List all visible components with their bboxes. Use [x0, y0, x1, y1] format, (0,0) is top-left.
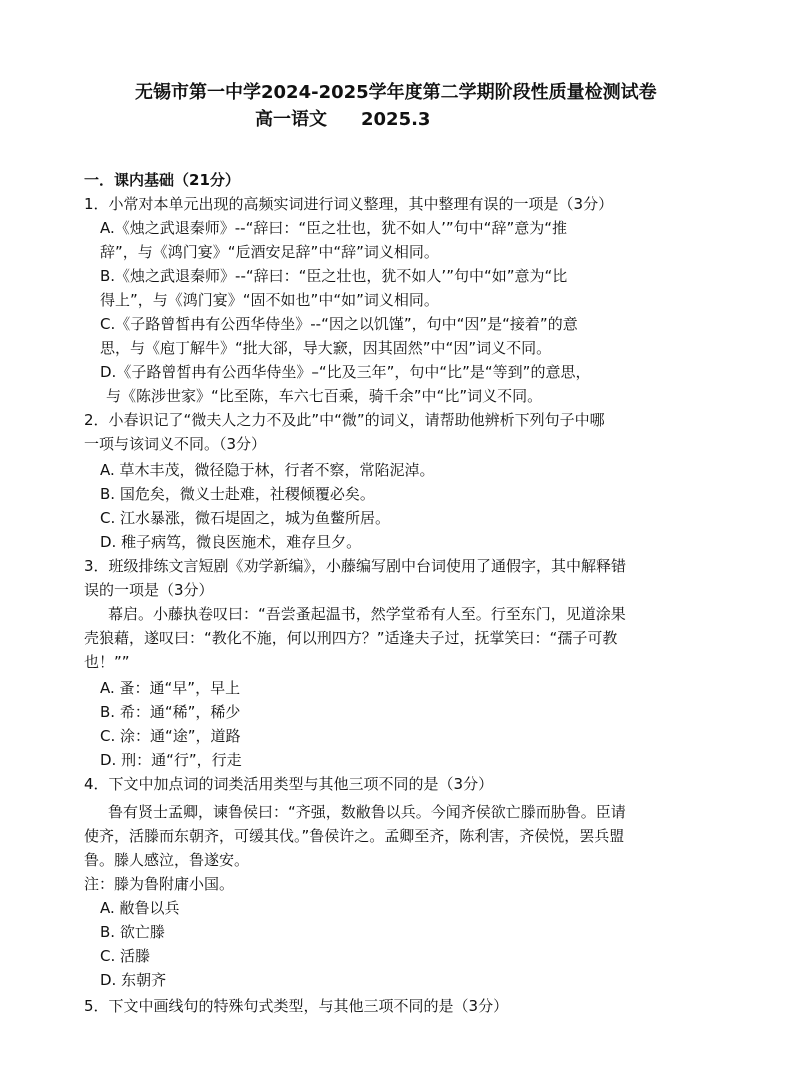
q1-option-c-line2: 思，与《庖丁解牛》“批大郤，导大窾，因其固然”中“因”词义不同。 — [100, 339, 552, 357]
subject-label: 高一语文 — [255, 109, 327, 130]
q1-option-d-line2: 与《陈涉世家》“比至陈，车六七百乘，骑千余”中“比”词义不同。 — [106, 387, 543, 405]
q5-stem: 5．下文中画线句的特殊句式类型，与其他三项不同的是（3分） — [84, 997, 509, 1015]
q3-stem-line2: 误的一项是（3分） — [84, 581, 214, 599]
q1-option-a-line1: A.《烛之武退秦师》--“辞曰：“臣之壮也，犹不如人’”句中“辞”意为“推 — [100, 219, 567, 237]
q4-note: 注：滕为鲁附庸小国。 — [84, 875, 235, 893]
q4-passage-line2: 使齐，活滕而东朝齐，可缓其伐。”鲁侯许之。孟卿至齐，陈利害，齐侯悦，罢兵盟 — [84, 827, 625, 845]
q1-option-d-line1: D.《子路曾皙冉有公西华侍坐》–“比及三年”，句中“比”是“等到”的意思， — [100, 363, 591, 381]
q3-passage-line1: 幕启。小藤执卷叹曰：“吾尝蚤起温书，然学堂希有人至。行至东门，见道涂果 — [108, 605, 626, 623]
exam-subtitle — [255, 105, 430, 131]
q1-stem: 1．小常对本单元出现的高频实词进行词义整理，其中整理有误的一项是（3分） — [84, 195, 614, 213]
q3-option-d: D. 刑：通“行”，行走 — [100, 751, 242, 769]
q3-passage-line2: 壳狼藉，遂叹曰：“教化不施，何以刑四方？”适逢夫子过，抚掌笑曰：“孺子可教 — [84, 629, 618, 647]
q4-option-b: B. 欲亡滕 — [100, 923, 165, 941]
section-heading: 一．课内基础（21分） — [84, 171, 240, 189]
q2-option-c: C. 江水暴涨，微石堤固之，城为鱼鳖所居。 — [100, 509, 391, 527]
exam-title: 无锡市第一中学2024-2025学年度第二学期阶段性质量检测试卷 — [135, 82, 657, 103]
q2-stem-line1: 2．小春识记了“微夫人之力不及此”中“微”的词义，请帮助他辨析下列句子中哪 — [84, 411, 605, 429]
q1-option-b-line1: B.《烛之武退秦师》--“辞曰：“臣之壮也，犹不如人’”句中“如”意为“比 — [100, 267, 568, 285]
exam-date: 2025.3 — [361, 109, 431, 130]
q2-stem-line2: 一项与该词义不同。（3分） — [84, 435, 267, 453]
q3-stem-line1: 3．班级排练文言短剧《劝学新编》，小藤编写剧中台词使用了通假字，其中解释错 — [84, 557, 627, 575]
q4-option-d: D. 东朝齐 — [100, 971, 167, 989]
q4-option-c: C. 活滕 — [100, 947, 151, 965]
q1-option-c-line1: C.《子路曾皙冉有公西华侍坐》--“因之以饥馑”，句中“因”是“接着”的意 — [100, 315, 578, 333]
q1-option-b-line2: 得上”，与《鸿门宴》“固不如也”中“如”词义相同。 — [100, 291, 439, 309]
q4-option-a: A. 敝鲁以兵 — [100, 899, 180, 917]
q3-option-b: B. 希：通“稀”，稀少 — [100, 703, 241, 721]
q3-option-c: C. 涂：通“途”，道路 — [100, 727, 241, 745]
q4-passage-line1: 鲁有贤士孟卿，谏鲁侯曰：“齐强，数敝鲁以兵。今闻齐侯欲亡滕而胁鲁。臣请 — [108, 803, 626, 821]
q1-option-a-line2: 辞”，与《鸿门宴》“卮酒安足辞”中“辞”词义相同。 — [100, 243, 439, 261]
q2-option-d: D. 稚子病笃，微良医施术，难存旦夕。 — [100, 533, 362, 551]
q4-passage-line3: 鲁。滕人感泣，鲁遂安。 — [84, 851, 250, 869]
q2-option-b: B. 国危矣，微义士赴难，社稷倾覆必矣。 — [100, 485, 375, 503]
q4-stem: 4．下文中加点词的词类活用类型与其他三项不同的是（3分） — [84, 775, 494, 793]
q2-option-a: A. 草木丰茂，微径隐于林，行者不察，常陷泥淖。 — [100, 461, 435, 479]
q3-passage-line3: 也！”” — [84, 653, 130, 671]
q3-option-a: A. 蚤：通“早”，早上 — [100, 679, 241, 697]
